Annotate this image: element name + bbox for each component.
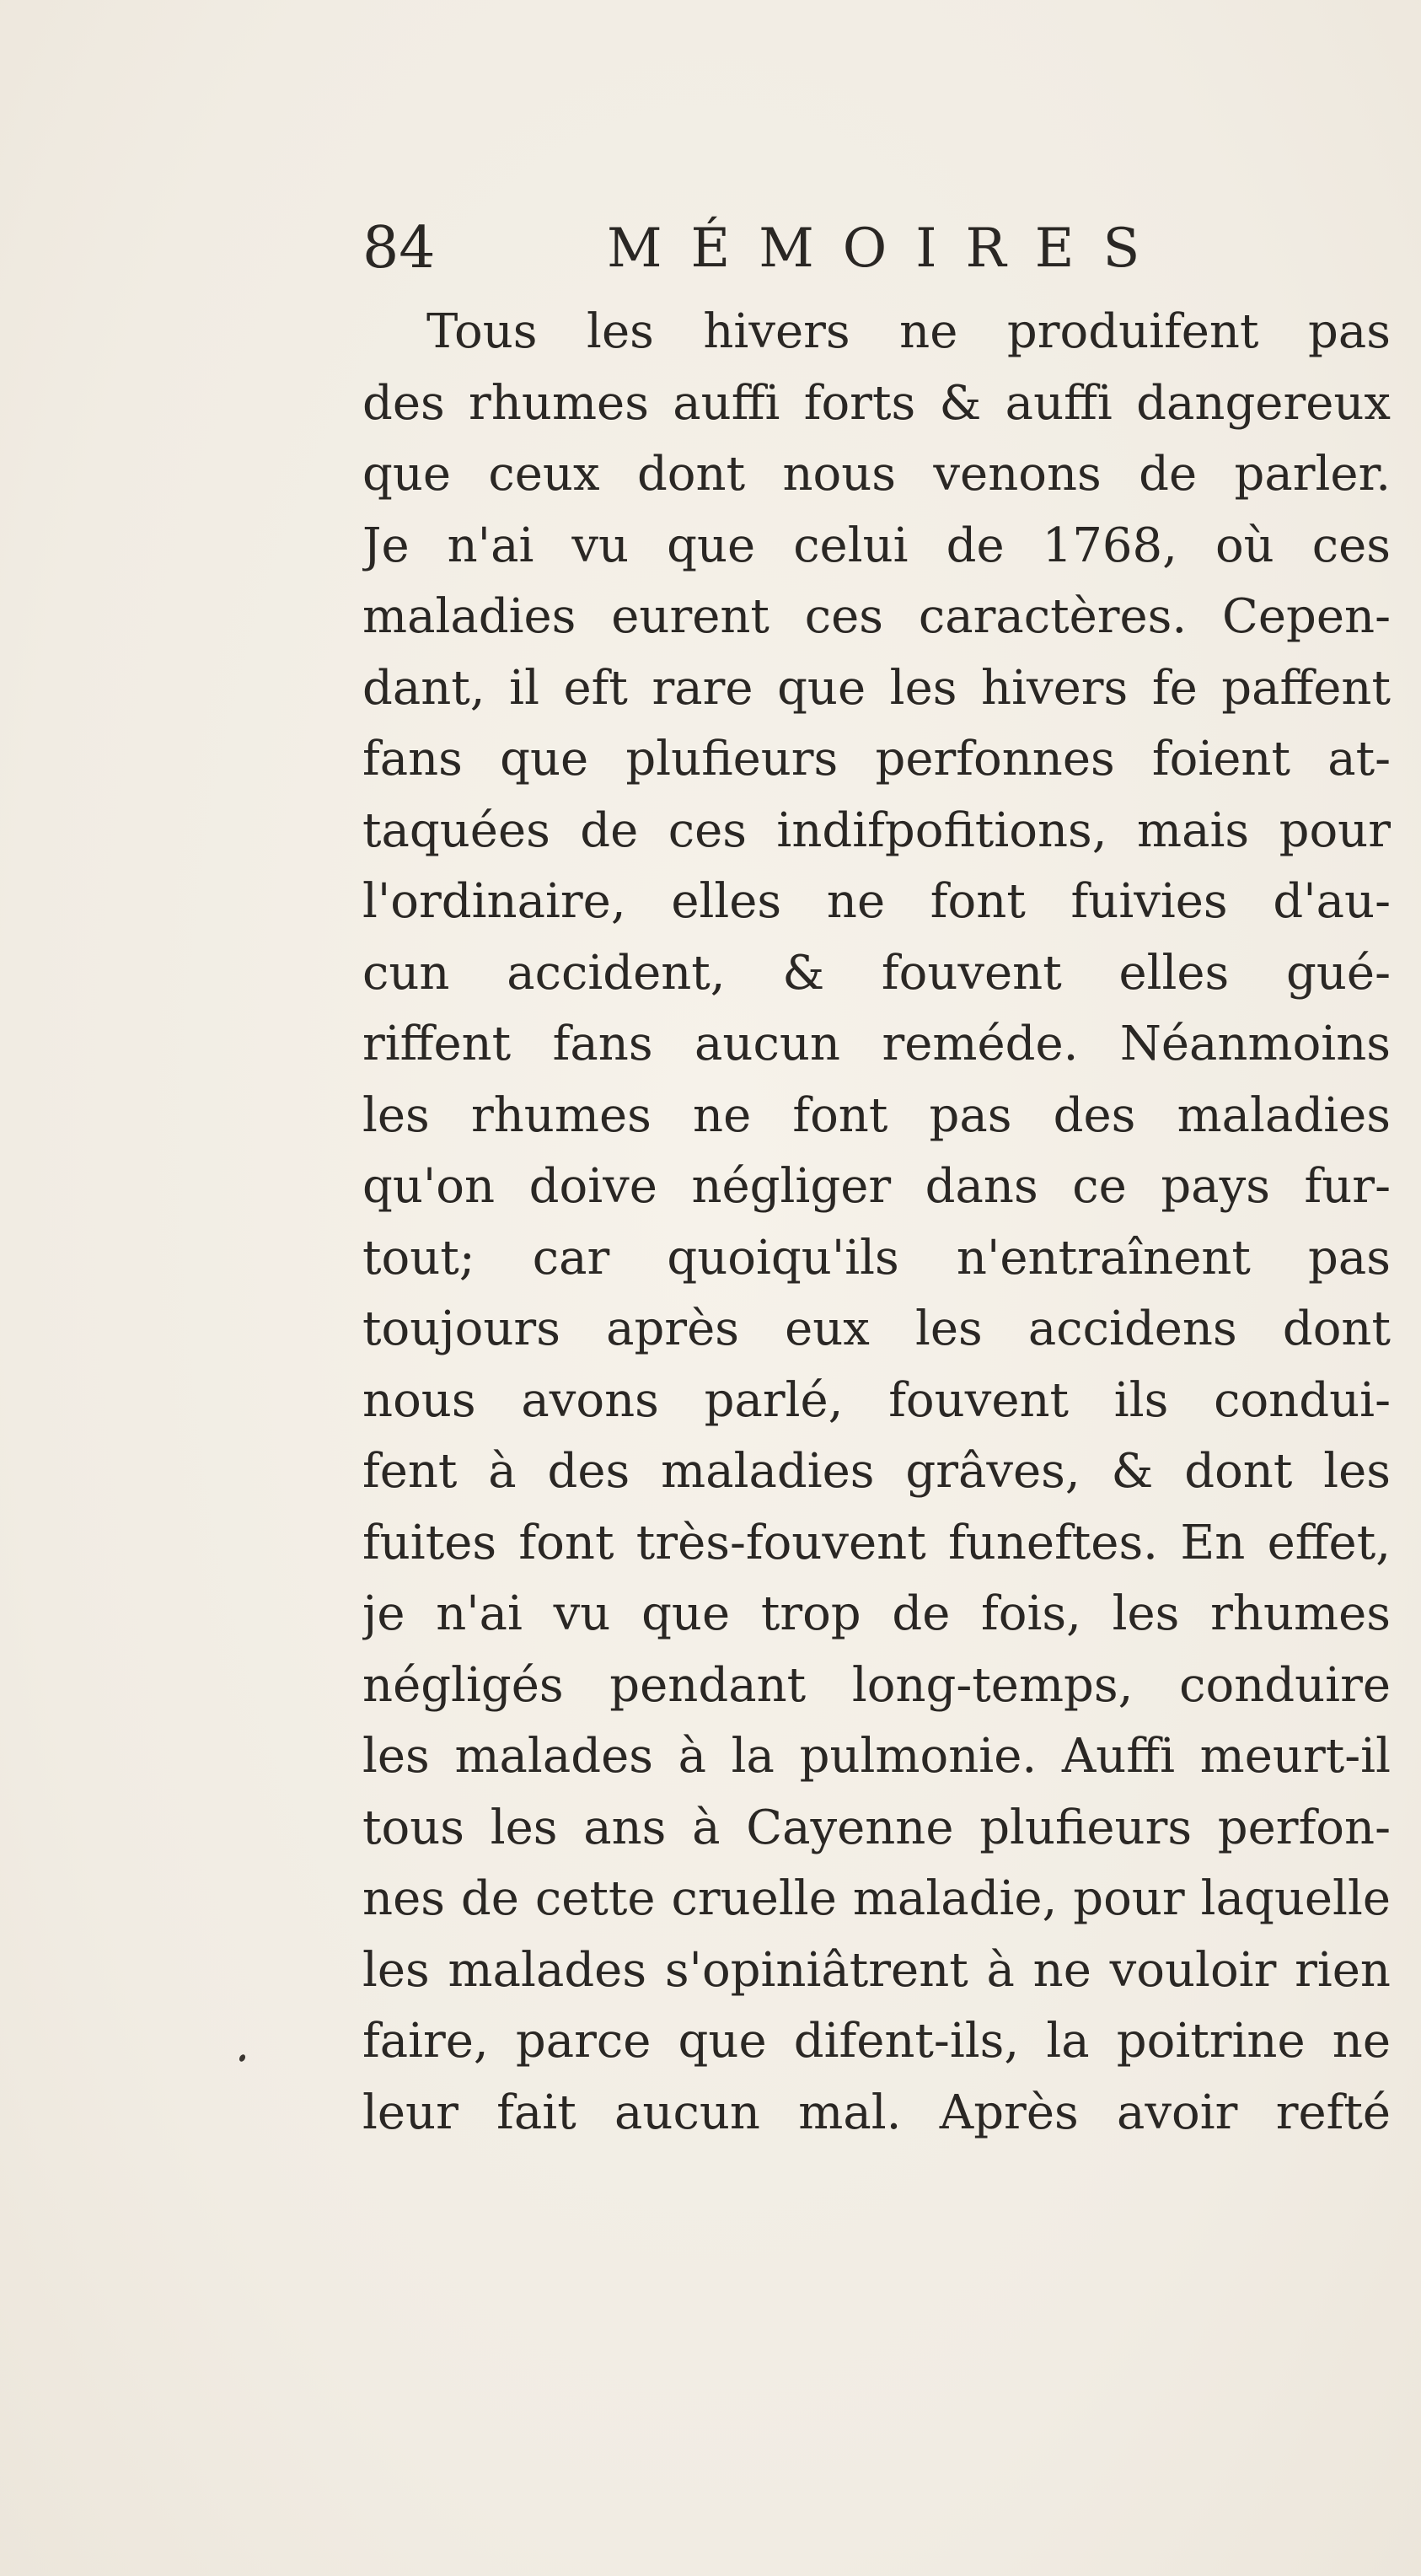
text-line: que ceux dont nous venons de parler. bbox=[362, 447, 1391, 502]
text-line: qu'on doive négliger dans ce pays fur- bbox=[362, 1159, 1391, 1214]
text-line: négligés pendant long-temps, conduire bbox=[362, 1657, 1391, 1713]
body-text bbox=[362, 297, 1391, 2149]
text-line: toujours après eux les accidens dont bbox=[362, 1301, 1391, 1356]
running-head bbox=[362, 211, 1374, 287]
text-line: riffent fans aucun reméde. Néanmoins bbox=[362, 1017, 1391, 1071]
text-line: je n'ai vu que trop de fois, les rhumes bbox=[362, 1586, 1391, 1641]
text-line: fans que plufieurs perfonnes foient at- bbox=[362, 732, 1391, 786]
page-number: 84 bbox=[362, 215, 436, 282]
text-line: taquées de ces indifpofitions, mais pour bbox=[362, 802, 1391, 858]
margin-ink-mark bbox=[239, 2053, 247, 2063]
text-line: l'ordinaire, elles ne font fuivies d'au- bbox=[362, 874, 1391, 929]
text-line: maladies eurent ces caractères. Cepen- bbox=[362, 589, 1391, 644]
text-line: faire, parce que difent-ils, la poitrine ne bbox=[362, 2014, 1391, 2069]
text-line: nous avons parlé, fouvent ils condui- bbox=[362, 1372, 1391, 1428]
text-line: leur fait aucun mal. Après avoir refté bbox=[362, 2085, 1391, 2140]
text-line: Je n'ai vu que celui de 1768, où ces bbox=[362, 518, 1391, 573]
running-title: MÉMOIRES bbox=[607, 217, 1169, 280]
text-line: fuites font très-fouvent funeftes. En effet, bbox=[362, 1515, 1391, 1570]
text-line: cun accident, & fouvent elles gué- bbox=[362, 945, 1391, 1001]
text-line: fent à des maladies grâves, & dont les bbox=[362, 1444, 1391, 1499]
text-line: des rhumes auffi forts & auffi dangereux bbox=[362, 375, 1391, 431]
text-line: nes de cette cruelle maladie, pour laquelle bbox=[362, 1871, 1391, 1926]
text-line: les malades s'opiniâtrent à ne vouloir rien bbox=[362, 1942, 1391, 1998]
text-line: dant, il eft rare que les hivers fe paffent bbox=[362, 660, 1391, 716]
text-line: Tous les hivers ne produifent pas bbox=[426, 304, 1391, 359]
text-line: tous les ans à Cayenne plufieurs perfon- bbox=[362, 1800, 1391, 1855]
text-line: tout; car quoiqu'ils n'entraînent pas bbox=[362, 1230, 1391, 1285]
text-line: les malades à la pulmonie. Auffi meurt-il bbox=[362, 1729, 1391, 1784]
text-line: les rhumes ne font pas des maladies bbox=[362, 1087, 1391, 1143]
